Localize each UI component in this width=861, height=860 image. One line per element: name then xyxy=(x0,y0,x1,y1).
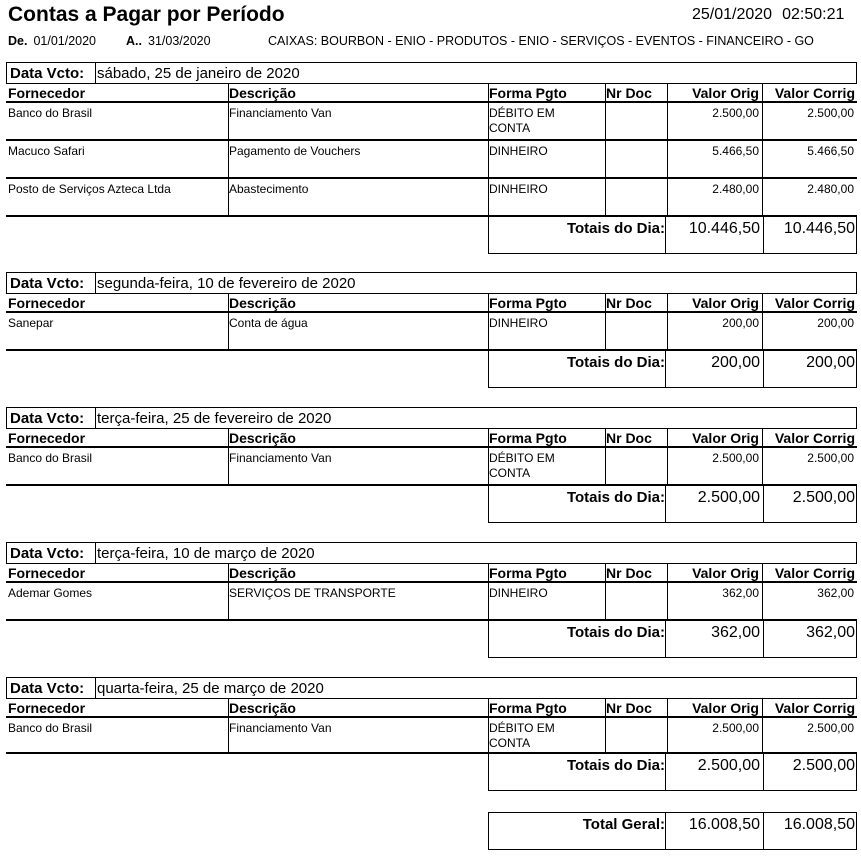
totais-dia-label: Totais do Dia: xyxy=(566,757,665,774)
caixas-filter: CAIXAS: BOURBON - ENIO - PRODUTOS - ENIO - SERVIÇOS - EVENTOS - FINANCEIRO - GO xyxy=(268,34,814,48)
col-valor-orig: Valor Orig xyxy=(692,295,759,311)
cell-fornecedor: Banco do Brasil xyxy=(8,451,93,465)
report-title: Contas a Pagar por Período xyxy=(8,3,285,26)
col-descricao: Descrição xyxy=(229,85,296,101)
date-header xyxy=(6,407,857,429)
col-valor-corrig: Valor Corrig xyxy=(774,700,855,716)
table-row xyxy=(6,718,857,754)
day-totals xyxy=(488,351,857,388)
day-total-orig: 2.500,00 xyxy=(697,489,760,506)
grand-total-orig: 16.008,50 xyxy=(688,816,760,833)
col-fornecedor: Fornecedor xyxy=(8,700,86,716)
day-total-orig: 2.500,00 xyxy=(697,757,760,774)
totais-dia-label: Totais do Dia: xyxy=(566,354,665,371)
table-row xyxy=(6,448,857,486)
col-fornecedor: Fornecedor xyxy=(8,295,86,311)
column-header-row xyxy=(6,428,857,448)
divider xyxy=(95,408,96,428)
col-nr-doc: Nr Doc xyxy=(606,565,652,581)
from-value: 01/01/2020 xyxy=(33,34,97,48)
divider xyxy=(605,313,606,349)
col-fornecedor: Fornecedor xyxy=(8,565,86,581)
table-row xyxy=(6,313,857,351)
totais-dia-label: Totais do Dia: xyxy=(566,624,665,641)
cell-descricao: Financiamento Van xyxy=(229,451,332,465)
divider xyxy=(95,543,96,563)
cell-forma: DINHEIRO xyxy=(489,586,548,600)
cell-orig: 362,00 xyxy=(722,586,759,600)
grand-total-label: Total Geral: xyxy=(582,816,665,833)
cell-forma: DÉBITO EM CONTA xyxy=(489,451,555,480)
col-fornecedor: Fornecedor xyxy=(8,430,86,446)
table-row xyxy=(6,583,857,621)
cell-forma: DÉBITO EM CONTA xyxy=(489,106,555,135)
date-header xyxy=(6,62,857,84)
data-vcto-label: Data Vcto: xyxy=(10,275,85,292)
divider xyxy=(95,63,96,83)
cell-forma: DINHEIRO xyxy=(489,316,548,330)
cell-forma: DINHEIRO xyxy=(489,182,548,196)
cell-descricao: SERVIÇOS DE TRANSPORTE xyxy=(229,586,396,600)
date-header xyxy=(6,677,857,699)
cell-corrig: 2.500,00 xyxy=(807,106,854,120)
data-vcto-label: Data Vcto: xyxy=(10,545,85,562)
col-forma-pgto: Forma Pgto xyxy=(489,565,567,581)
column-header-row xyxy=(6,698,857,718)
col-descricao: Descrição xyxy=(229,700,296,716)
cell-fornecedor: Posto de Serviços Azteca Ltda xyxy=(8,182,171,196)
day-total-orig: 362,00 xyxy=(711,624,760,641)
date-header xyxy=(6,272,857,294)
col-descricao: Descrição xyxy=(229,295,296,311)
divider xyxy=(605,718,606,752)
divider xyxy=(605,179,606,215)
cell-fornecedor: Ademar Gomes xyxy=(8,586,93,600)
col-nr-doc: Nr Doc xyxy=(606,85,652,101)
col-valor-orig: Valor Orig xyxy=(692,700,759,716)
cell-fornecedor: Sanepar xyxy=(8,316,54,330)
divider xyxy=(95,273,96,293)
cell-corrig: 5.466,50 xyxy=(807,144,854,158)
column-header-row xyxy=(6,83,857,103)
cell-fornecedor: Macuco Safari xyxy=(8,144,85,158)
col-valor-orig: Valor Orig xyxy=(692,565,759,581)
day-total-orig: 10.446,50 xyxy=(688,220,760,237)
col-forma-pgto: Forma Pgto xyxy=(489,430,567,446)
col-nr-doc: Nr Doc xyxy=(606,430,652,446)
table-row xyxy=(6,141,857,179)
col-fornecedor: Fornecedor xyxy=(8,85,86,101)
cell-corrig: 2.500,00 xyxy=(807,721,854,735)
col-valor-corrig: Valor Corrig xyxy=(774,295,855,311)
day-total-corrig: 362,00 xyxy=(806,624,855,641)
report-parameters xyxy=(8,34,814,48)
col-forma-pgto: Forma Pgto xyxy=(489,85,567,101)
divider xyxy=(605,141,606,177)
divider xyxy=(605,448,606,484)
cell-descricao: Financiamento Van xyxy=(229,721,332,735)
divider xyxy=(605,583,606,619)
totais-dia-label: Totais do Dia: xyxy=(566,489,665,506)
col-valor-orig: Valor Orig xyxy=(692,85,759,101)
col-forma-pgto: Forma Pgto xyxy=(489,295,567,311)
column-header-row xyxy=(6,563,857,583)
column-header-row xyxy=(6,293,857,313)
due-date: segunda-feira, 10 de fevereiro de 2020 xyxy=(97,275,356,292)
col-valor-orig: Valor Orig xyxy=(692,430,759,446)
cell-descricao: Conta de água xyxy=(229,316,308,330)
due-date: sábado, 25 de janeiro de 2020 xyxy=(97,65,300,82)
data-vcto-label: Data Vcto: xyxy=(10,410,85,427)
cell-descricao: Financiamento Van xyxy=(229,106,332,120)
col-nr-doc: Nr Doc xyxy=(606,700,652,716)
day-totals xyxy=(488,754,857,791)
col-nr-doc: Nr Doc xyxy=(606,295,652,311)
day-totals xyxy=(488,621,857,658)
col-valor-corrig: Valor Corrig xyxy=(774,430,855,446)
due-date: quarta-feira, 25 de março de 2020 xyxy=(97,680,324,697)
to-value: 31/03/2020 xyxy=(148,34,211,48)
col-descricao: Descrição xyxy=(229,430,296,446)
col-forma-pgto: Forma Pgto xyxy=(489,700,567,716)
cell-corrig: 200,00 xyxy=(817,316,854,330)
divider xyxy=(605,103,606,139)
report-time: 02:50:21 xyxy=(782,6,845,23)
divider xyxy=(95,678,96,698)
report-date: 25/01/2020 xyxy=(692,6,773,23)
cell-orig: 2.500,00 xyxy=(712,106,759,120)
cell-orig: 2.480,00 xyxy=(712,182,759,196)
day-totals xyxy=(488,486,857,523)
report-datetime xyxy=(692,6,844,24)
data-vcto-label: Data Vcto: xyxy=(10,680,85,697)
totais-dia-label: Totais do Dia: xyxy=(566,220,665,237)
date-header xyxy=(6,542,857,564)
cell-orig: 2.500,00 xyxy=(712,721,759,735)
col-valor-corrig: Valor Corrig xyxy=(774,85,855,101)
day-total-corrig: 10.446,50 xyxy=(783,220,855,237)
cell-orig: 2.500,00 xyxy=(712,451,759,465)
cell-corrig: 2.480,00 xyxy=(807,182,854,196)
cell-forma: DINHEIRO xyxy=(489,144,548,158)
table-row xyxy=(6,179,857,217)
due-date: terça-feira, 25 de fevereiro de 2020 xyxy=(97,410,332,427)
cell-descricao: Abastecimento xyxy=(229,182,309,196)
cell-orig: 5.466,50 xyxy=(712,144,759,158)
table-row xyxy=(6,103,857,141)
cell-corrig: 2.500,00 xyxy=(807,451,854,465)
grand-total-box xyxy=(488,812,857,850)
cell-descricao: Pagamento de Vouchers xyxy=(229,144,361,158)
grand-total-corrig: 16.008,50 xyxy=(783,816,855,833)
col-descricao: Descrição xyxy=(229,565,296,581)
day-total-corrig: 2.500,00 xyxy=(792,489,855,506)
day-total-corrig: 200,00 xyxy=(806,354,855,371)
cell-forma: DÉBITO EM CONTA xyxy=(489,721,555,750)
day-totals xyxy=(488,217,857,254)
from-label: De. xyxy=(8,34,28,48)
cell-orig: 200,00 xyxy=(722,316,759,330)
data-vcto-label: Data Vcto: xyxy=(10,65,85,82)
cell-corrig: 362,00 xyxy=(817,586,854,600)
due-date: terça-feira, 10 de março de 2020 xyxy=(97,545,315,562)
day-total-orig: 200,00 xyxy=(711,354,760,371)
cell-fornecedor: Banco do Brasil xyxy=(8,721,93,735)
day-total-corrig: 2.500,00 xyxy=(792,757,855,774)
to-label: A.. xyxy=(126,34,142,48)
cell-fornecedor: Banco do Brasil xyxy=(8,106,93,120)
col-valor-corrig: Valor Corrig xyxy=(774,565,855,581)
